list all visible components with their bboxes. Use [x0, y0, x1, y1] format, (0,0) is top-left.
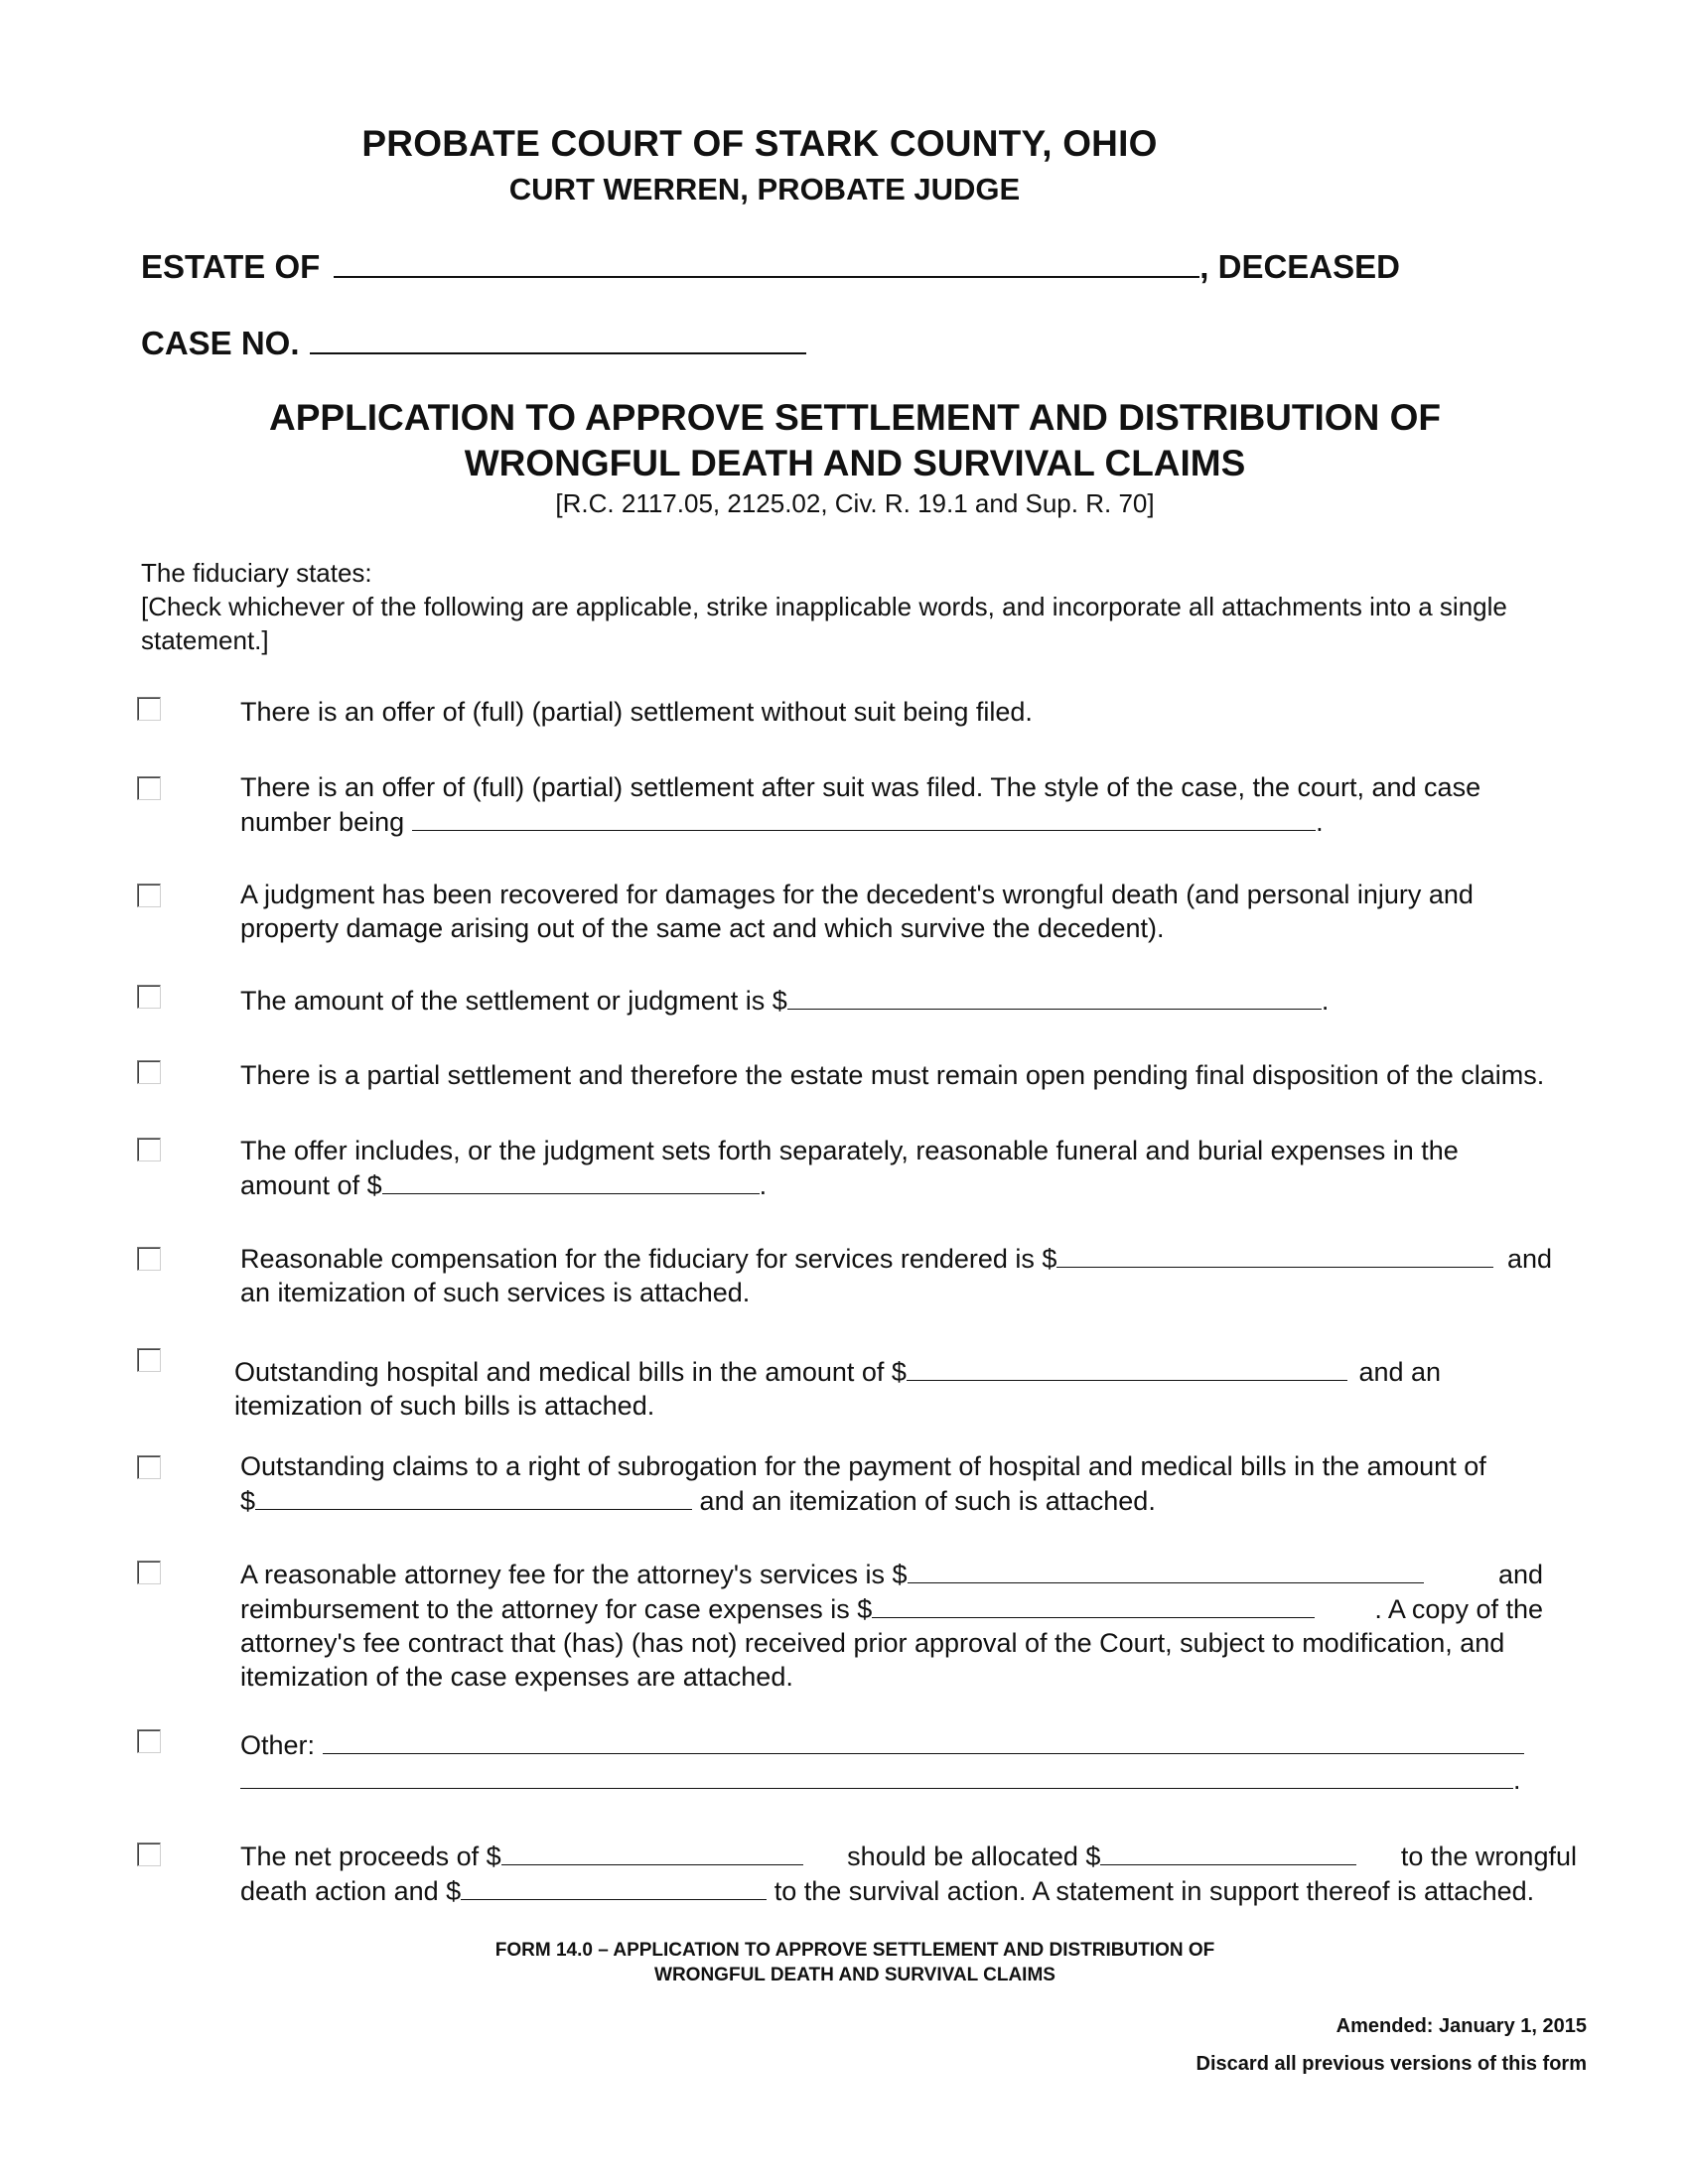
item11-label: Other: — [240, 1730, 316, 1760]
item9-line2: and an itemization of such is attached. — [699, 1486, 1156, 1516]
item7-checkbox[interactable] — [137, 1247, 161, 1271]
item8-and: and an — [1358, 1357, 1442, 1387]
survival-allocation-field[interactable] — [461, 1873, 767, 1900]
item2-line1: There is an offer of (full) (partial) settlement after suit was filed. The style of the case, the court, and case — [240, 772, 1481, 802]
item5-checkbox[interactable] — [137, 1060, 161, 1084]
estate-row — [141, 246, 1400, 286]
other-field-line2[interactable] — [240, 1762, 1513, 1789]
statute-citation: [R.C. 2117.05, 2125.02, Civ. R. 19.1 and Sup. R. 70] — [555, 488, 1155, 518]
deceased-label: , DECEASED — [1199, 248, 1400, 285]
item12-text — [240, 1839, 1593, 1908]
item12-line1: The net proceeds of $ — [240, 1842, 501, 1871]
item10-and: and — [1497, 1560, 1543, 1589]
wrongful-death-allocation-field[interactable] — [1100, 1839, 1356, 1865]
item12-checkbox[interactable] — [137, 1843, 161, 1866]
item6-checkbox[interactable] — [137, 1138, 161, 1161]
item6-line1: The offer includes, or the judgment sets forth separately, reasonable funeral and burial expenses in the — [240, 1136, 1459, 1165]
fiduciary-compensation-field[interactable] — [1056, 1241, 1493, 1268]
item2-checkbox[interactable] — [137, 776, 161, 800]
form-title-line2: WRONGFUL DEATH AND SURVIVAL CLAIMS — [464, 443, 1246, 483]
net-proceeds-field[interactable] — [501, 1839, 803, 1865]
item3-line2: property damage arising out of the same act and which survive the decedent). — [240, 913, 1165, 943]
item8-line1: Outstanding hospital and medical bills in the amount of $ — [234, 1357, 907, 1387]
item8-checkbox[interactable] — [137, 1348, 161, 1372]
item10-checkbox[interactable] — [137, 1561, 161, 1584]
item2-line2: number being — [240, 807, 405, 837]
form-title-line1: APPLICATION TO APPROVE SETTLEMENT AND DISTRIBUTION OF — [269, 397, 1441, 438]
case-row — [141, 323, 806, 362]
item7-line1: Reasonable compensation for the fiduciary for services rendered is $ — [240, 1244, 1057, 1274]
case-number-field[interactable] — [310, 323, 806, 354]
item9-checkbox[interactable] — [137, 1455, 161, 1479]
item1-text: There is an offer of (full) (partial) settlement without suit being filed. — [240, 697, 1033, 727]
item12-wrongful: to the wrongful — [1400, 1842, 1577, 1871]
item9-text — [240, 1449, 1593, 1518]
item9-dollar: $ — [240, 1486, 256, 1516]
footer-form-title — [0, 1938, 1688, 1987]
item4-text: The amount of the settlement or judgment is $ . — [240, 983, 1593, 1018]
subrogation-amount-field[interactable] — [255, 1483, 692, 1510]
item1-checkbox[interactable] — [137, 697, 161, 721]
item4-checkbox[interactable] — [137, 985, 161, 1009]
item12-line2: death action and $ — [240, 1876, 462, 1906]
intro — [141, 556, 1551, 657]
item8-line2: itemization of such bills is attached. — [234, 1391, 655, 1421]
item2-text: There is an offer of (full) (partial) settlement after suit was filed. The style of the case, the court, and case number being . — [240, 770, 1593, 839]
item10-line4: itemization of the case expenses are attached. — [240, 1662, 793, 1692]
medical-bills-field[interactable] — [907, 1354, 1347, 1381]
item8-text — [234, 1354, 1587, 1423]
item10-line3: attorney's fee contract that (has) (has not) received prior approval of the Court, subject to modification, and — [240, 1628, 1505, 1658]
intro-instructions: [Check whichever of the following are applicable, strike inapplicable words, and incorporate all attachments into a single statement.] — [141, 592, 1507, 655]
item10-text — [240, 1557, 1593, 1694]
footer-line2: WRONGFUL DEATH AND SURVIVAL CLAIMS — [654, 1965, 1055, 1985]
case-label: CASE NO. — [141, 325, 300, 361]
item11-checkbox[interactable] — [137, 1729, 161, 1753]
item6-text: The offer includes, or the judgment sets forth separately, reasonable funeral and burial expenses in the amount of $ . — [240, 1134, 1593, 1202]
amended-date: Amended: January 1, 2015 — [1336, 2015, 1587, 2037]
settlement-amount-field[interactable] — [787, 983, 1322, 1010]
attorney-fee-field[interactable] — [908, 1557, 1424, 1583]
court-title: PROBATE COURT OF STARK COUNTY, OHIO — [361, 123, 1158, 164]
item3-line1: A judgment has been recovered for damages for the decedent's wrongful death (and personal injury and — [240, 880, 1474, 909]
case-expenses-field[interactable] — [872, 1591, 1315, 1618]
item7-line2: an itemization of such services is attached. — [240, 1278, 751, 1307]
item5-text: There is a partial settlement and therefore the estate must remain open pending final disposition of the claims. — [240, 1060, 1545, 1090]
item6-line2: amount of $ — [240, 1170, 382, 1200]
item7-text — [240, 1241, 1593, 1309]
item12-line3: to the survival action. A statement in support thereof is attached. — [774, 1876, 1535, 1906]
form-title — [0, 395, 1688, 486]
judge-name: CURT WERREN, PROBATE JUDGE — [508, 172, 1021, 206]
item3-checkbox[interactable] — [137, 884, 161, 907]
item10-copy: . A copy of the — [1374, 1594, 1543, 1624]
item10-line2: reimbursement to the attorney for case expenses is $ — [240, 1594, 873, 1624]
footer-line1: FORM 14.0 – APPLICATION TO APPROVE SETTLEMENT AND DISTRIBUTION OF — [494, 1940, 1215, 1961]
item10-line1: A reasonable attorney fee for the attorney's services is $ — [240, 1560, 908, 1589]
estate-label: ESTATE OF — [141, 248, 321, 285]
item4-label: The amount of the settlement or judgment is $ — [240, 986, 787, 1016]
intro-heading: The fiduciary states: — [141, 558, 372, 588]
funeral-expenses-field[interactable] — [382, 1167, 760, 1194]
item3-text — [240, 878, 1593, 945]
estate-name-field[interactable] — [334, 246, 1199, 278]
discard-notice: Discard all previous versions of this form — [1196, 2053, 1587, 2075]
item11-text: Other: . — [240, 1727, 1593, 1797]
other-field-line1[interactable] — [323, 1727, 1524, 1754]
item12-allocated: should be allocated $ — [847, 1842, 1101, 1871]
item9-line1: Outstanding claims to a right of subrogation for the payment of hospital and medical bills in the amount of — [240, 1451, 1486, 1481]
case-style-field[interactable] — [412, 804, 1316, 831]
item7-and: and — [1506, 1244, 1553, 1274]
